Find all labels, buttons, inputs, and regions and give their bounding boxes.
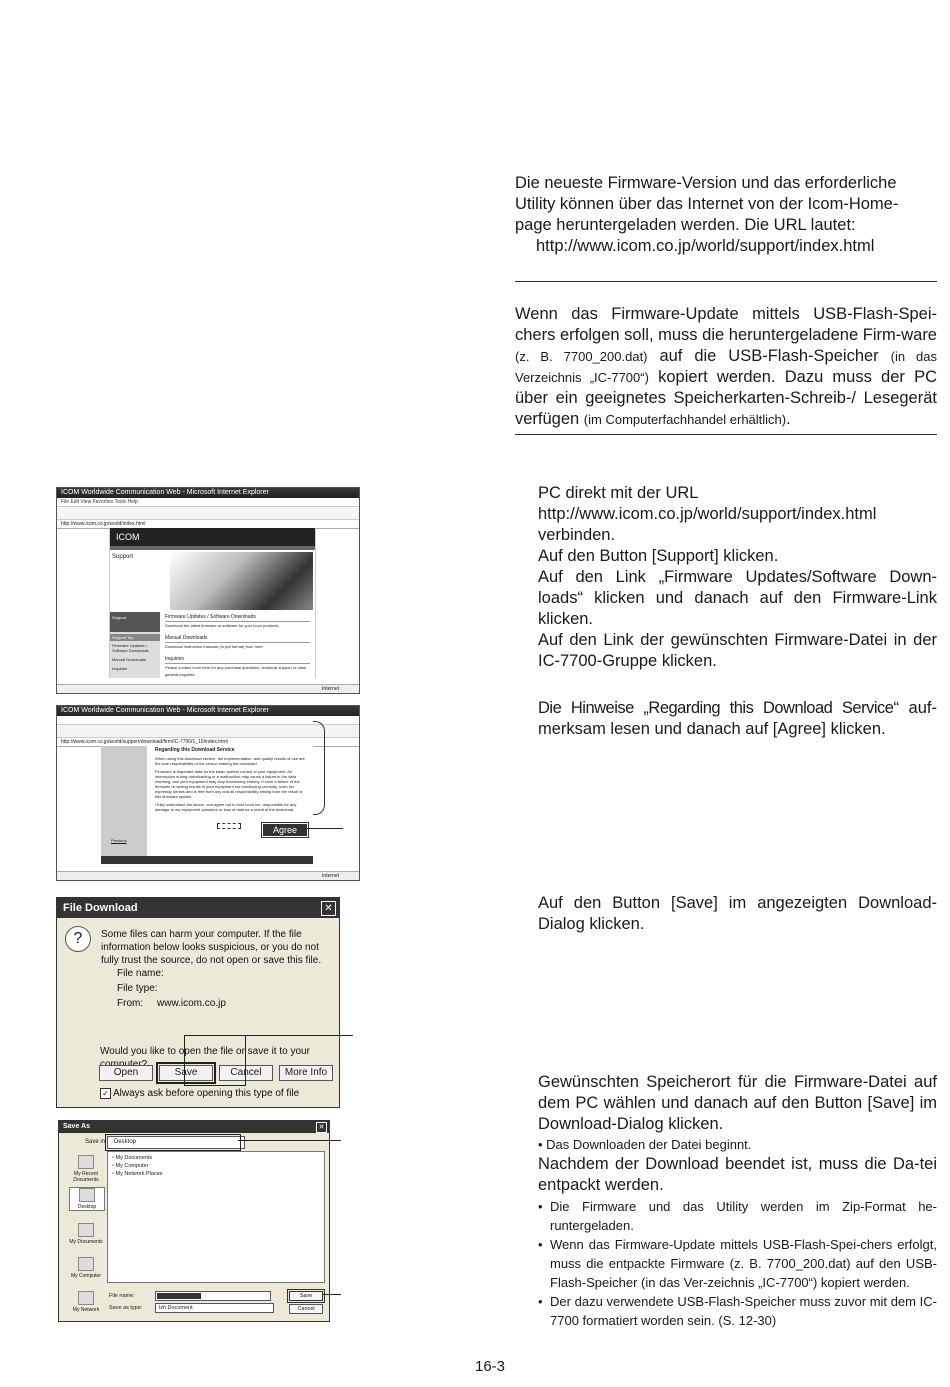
support-sections <box>165 614 310 678</box>
side-item-support[interactable]: Support <box>110 612 160 632</box>
page-footer <box>101 856 313 864</box>
place-recent[interactable] <box>69 1155 103 1183</box>
usb-note-folder: (in das Verzeichnis „IC-7700“) <box>515 349 937 385</box>
step4-bullet-1: • Das Downloaden der Datei beginnt. <box>538 1137 752 1152</box>
save-type-select[interactable]: lzh Document <box>155 1303 274 1313</box>
intro-text <box>515 173 937 257</box>
dialog-warning: Some files can harm your computer. If the file information below looks suspicious, or you do not fully trust the source, do not open or save this file. <box>101 929 322 966</box>
firmware-desc: Download the latest firmware or software for your Icom products. <box>165 623 280 628</box>
step2-text <box>538 698 937 740</box>
browser-title: ICOM Worldwide Communication Web - Microsoft Internet Explorer <box>57 706 359 716</box>
question-icon: ? <box>65 926 91 952</box>
support-page <box>109 528 316 678</box>
side-item-firmware[interactable]: Firmware Updates / Software Downloads <box>112 643 149 653</box>
browser-title: ICOM Worldwide Communication Web - Microsoft Internet Explorer <box>57 488 359 498</box>
place-documents-label: My Documents <box>69 1239 103 1245</box>
step2-text-b: auf-merksam lesen und danach auf [Agree] klicken. <box>538 699 937 738</box>
usb-note-text-c: kopiert werden. Dazu muss der PC über ein geeignetes Speicherkarten-Schreib-/ Lesegerät verfügen <box>515 368 937 428</box>
inquiries-desc: Please contact Icom here for any purchase questions, technical support or other general inquiries. <box>165 665 307 677</box>
file-name-selection <box>157 1293 201 1299</box>
desktop-icon <box>79 1188 95 1202</box>
usb-note-text-b: auf die USB-Flash-Speicher <box>647 347 891 365</box>
recent-documents-icon <box>78 1155 94 1169</box>
file-name-label: File name: <box>117 968 164 979</box>
from-label: From: <box>117 998 144 1009</box>
agreement-page <box>101 746 313 866</box>
dialog-question: Would you like to open the file or save it to your <box>100 1046 310 1057</box>
place-desktop[interactable] <box>69 1187 105 1211</box>
save-button[interactable]: Save <box>159 1065 213 1081</box>
browser-address: http://www.icom.co.jp/world/index.html <box>57 520 359 529</box>
save-highlight-box <box>184 1035 246 1086</box>
icom-logo: ICOM <box>110 528 315 546</box>
place-network[interactable] <box>69 1291 103 1313</box>
save-as-save-button[interactable]: Save <box>289 1291 323 1301</box>
cancel-button[interactable]: Cancel <box>219 1065 273 1081</box>
step4-bullet-item: • Der dazu verwendete USB-Flash-Speicher muss zuvor mit dem IC-7700 formatiert worden sein. (S. 12-30) <box>538 1294 937 1328</box>
callout-save-as-button <box>322 1294 341 1295</box>
step4-text <box>538 1072 937 1196</box>
step3-text: Auf den Button [Save] im angezeigten Download-Dialog klicken. <box>538 894 937 933</box>
step4-after: Nachdem der Download beendet ist, muss die Da-tei entpackt werden. <box>538 1155 937 1194</box>
callout-save-in <box>238 1140 341 1141</box>
list-item[interactable]: ▫ My Documents <box>112 1155 153 1161</box>
step1-line-6: Auf den Link der gewünschten Firmware-Datei in der IC-7700-Gruppe klicken. <box>538 631 937 670</box>
screenshot-browser-support <box>56 487 360 694</box>
agreement-heading: Regarding this Download Service <box>155 747 235 753</box>
step2-text-a: Die Hinweise „Regarding this Download Service“ <box>538 699 899 717</box>
callout-save <box>243 1035 353 1036</box>
save-as-dialog <box>58 1120 330 1322</box>
nav-bar <box>110 546 315 550</box>
agree-dotted-box <box>217 823 241 829</box>
support-photo <box>170 552 313 610</box>
support-heading: Support <box>112 554 134 560</box>
agreement-para-2: Firmware is important data for the basic system control of your equipment. An interruption during downloading or a malfunction may cause a failure in the data rewriting, and your equipment may stop functioning entirely. If such a failure of the firmware re-writing results in your equipment not functioning correctly, Icom Inc. expressly denies and is free from any and all responsibility arising from the result of this firmware update. <box>155 769 303 799</box>
my-documents-icon <box>78 1223 94 1237</box>
save-in-select[interactable]: Desktop <box>107 1136 245 1149</box>
place-documents[interactable] <box>69 1223 103 1245</box>
browser-menu: File Edit View Favorites Tools Help <box>57 498 359 507</box>
browser-address: http://www.icom.co.jp/world/support/download/firm/IC-7700/1_10/index.html <box>57 738 359 747</box>
file-type-label: File type: <box>117 983 158 994</box>
save-type-label: Save as type: <box>109 1305 143 1311</box>
place-network-label: My Network <box>72 1307 100 1313</box>
file-name-input[interactable] <box>155 1291 271 1301</box>
usb-note <box>515 304 937 430</box>
file-list <box>107 1151 325 1283</box>
agreement-text <box>155 748 305 812</box>
file-download-dialog <box>56 897 340 1108</box>
step1-line-5: Auf den Link „Firmware Updates/Software Down-loads“ klicken und danach auf den Firmware-Link klicken. <box>538 568 937 628</box>
close-icon[interactable]: ✕ <box>316 1122 327 1133</box>
agreement-para-3: I fully understand the above, and agree not to hold Icom Inc. responsible for any damage to my equipment operation or loss of data as a result of the download. <box>155 802 297 812</box>
place-computer-label: My Computer <box>70 1273 101 1279</box>
step1-line-1: PC direkt mit der URL <box>538 484 699 502</box>
close-icon[interactable]: ✕ <box>321 901 336 916</box>
divider-top <box>515 281 937 282</box>
step1-line-3: verbinden. <box>538 526 616 544</box>
manual-desc: Download instruction manuals (in pdf format) from here. <box>165 644 264 649</box>
step4-bullet-item: • Die Firmware und das Utility werden im Zip-Format he-runtergeladen. <box>538 1199 937 1233</box>
place-computer[interactable] <box>69 1257 103 1279</box>
screenshot-browser-agreement <box>56 705 360 881</box>
save-as-title: Save As <box>59 1121 329 1133</box>
agreement-para-1: When using this download service, the implementation, and quality results of use are the sole responsibility of the person making the download. <box>155 756 305 766</box>
intro-line-1: Die neueste Firmware-Version und das erforderliche <box>515 174 897 192</box>
open-button[interactable]: Open <box>99 1065 153 1081</box>
usb-note-shop: (im Computerfachhandel erhältlich) <box>583 412 787 427</box>
inquiries-link[interactable]: Inquiries <box>165 656 310 664</box>
save-as-cancel-button[interactable]: Cancel <box>289 1304 323 1314</box>
step4-lead: Gewünschten Speicherort für die Firmware-Datei auf dem PC wählen und danach auf den Button [Save] im Download-Dialog klicken. <box>538 1073 937 1133</box>
usb-note-text-d: . <box>786 410 791 428</box>
firmware-link[interactable]: Firmware Updates / Software Downloads <box>165 614 310 622</box>
file-name-label: File name: <box>109 1293 135 1299</box>
step4-bullet-text-3: Der dazu verwendete USB-Flash-Speicher muss zuvor mit dem IC-7700 formatiert worden sein. (S. 12-30) <box>550 1294 937 1328</box>
support-sidebar <box>110 612 160 678</box>
place-desktop-label: Desktop <box>77 1204 97 1210</box>
my-computer-icon <box>78 1257 94 1271</box>
dialog-title: File Download <box>57 898 339 918</box>
save-in-highlight <box>105 1134 241 1151</box>
step1-text <box>538 483 937 672</box>
save-in-label: Save in: <box>85 1139 107 1145</box>
side-item-manual[interactable]: Manual Downloads <box>112 657 147 662</box>
usb-note-text-a: Wenn das Firmware-Update mittels USB-Flash-Spei-chers erfolgen soll, muss die heruntergeladene Firm-ware <box>515 305 937 344</box>
step4-bullet-text-1: Die Firmware und das Utility werden im Zip-Format he-runtergeladen. <box>550 1199 937 1233</box>
page-number: 16-3 <box>475 1358 506 1375</box>
side-item-top[interactable]: Support Top <box>110 634 160 641</box>
step4-bullet-list <box>538 1197 937 1330</box>
list-item[interactable]: ▫ My Network Places <box>112 1171 163 1177</box>
place-recent-label: My Recent Documents <box>73 1171 99 1183</box>
step1-line-4: Auf den Button [Support] klicken. <box>538 547 779 565</box>
step1-line-2: http://www.icom.co.jp/world/support/index.html <box>538 505 877 523</box>
intro-url: http://www.icom.co.jp/world/support/index.html <box>536 237 875 255</box>
side-item-inquiries[interactable]: Inquiries <box>112 666 128 671</box>
intro-line-3: page heruntergeladen werden. Die URL lautet: <box>515 216 856 234</box>
more-info-button[interactable]: More Info <box>279 1065 333 1081</box>
intro-line-2: Utility können über das Internet von der Icom-Home- <box>515 195 899 213</box>
always-ask-checkbox[interactable]: ✓ <box>100 1088 111 1099</box>
browser-toolbar <box>57 507 359 520</box>
agreement-bracket <box>313 721 325 815</box>
step4-bullet-item: • Wenn das Firmware-Update mittels USB-Flash-Spei-chers erfolgt, muss die entpackte Firmware (z. B. 7700_200.dat) auf den USB-Flash-Speicher (in das Ver-zeichnis „IC-7700“) kopiert werden. <box>538 1237 937 1290</box>
browser-status: Internet <box>57 684 359 693</box>
always-ask-label: Always ask before opening this type of file <box>113 1088 300 1099</box>
previous-link[interactable]: Previous <box>111 838 127 843</box>
browser-status: Internet <box>57 871 359 880</box>
manual-link[interactable]: Manual Downloads <box>165 635 310 643</box>
divider-bottom <box>515 434 937 435</box>
callout-agree <box>305 828 343 829</box>
my-network-icon <box>78 1291 94 1305</box>
from-value: www.icom.co.jp <box>157 998 226 1009</box>
usb-note-example: (z. B. 7700_200.dat) <box>515 349 648 364</box>
list-item[interactable]: ▫ My Computer <box>112 1163 149 1169</box>
agree-button[interactable]: Agree <box>262 823 308 837</box>
step4-bullet-text-2: Wenn das Firmware-Update mittels USB-Flash-Spei-chers erfolgt, muss die entpackte Firmware (z. B. 7700_200.dat) auf den USB-Flash-Speicher (in das Ver-zeichnis „IC-7700“) kopiert werden. <box>550 1237 937 1290</box>
places-bar <box>63 1151 105 1319</box>
